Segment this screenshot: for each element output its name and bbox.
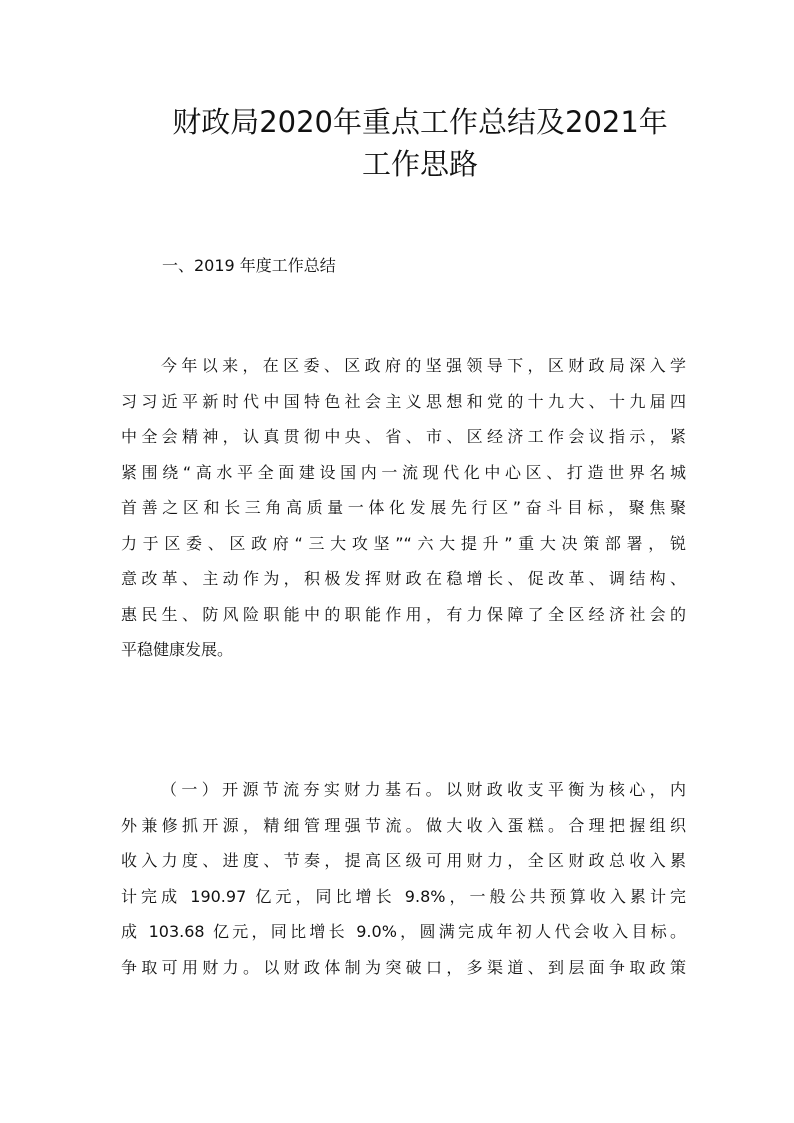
paragraph-revenue (121, 772, 686, 985)
paragraph-line: 惠民生、防风险职能中的职能作用，有力保障了全区经济社会的 (121, 604, 686, 624)
paragraph-line: 今年以来，在区委、区政府的坚强领导下，区财政局深入学 (161, 356, 686, 375)
paragraph-summary (121, 348, 686, 668)
paragraph-line: 力于区委、区政府“三大攻坚”“六大提升”重大决策部署，锐 (121, 533, 686, 553)
paragraph-line: 收入力度、进度、节奏，提高区级可用财力，全区财政总收入累 (121, 851, 686, 870)
paragraph-line: （一）开源节流夯实财力基石。以财政收支平衡为核心，内 (161, 780, 686, 799)
paragraph-line: 平稳健康发展。 (121, 640, 234, 659)
document-title (150, 101, 690, 185)
paragraph-line: 意改革、主动作为，积极发挥财政在稳增长、促改革、调结构、 (121, 569, 686, 588)
title-line-1: 财政局2020年重点工作总结及2021年 (172, 105, 668, 139)
title-line-2: 工作思路 (361, 147, 478, 181)
paragraph-line: 外兼修抓开源，精细管理强节流。做大收入蛋糕。合理把握组织 (121, 815, 686, 835)
paragraph-line: 计完成 190.97 亿元，同比增长 9.8%，一般公共预算收入累计完 (121, 886, 686, 906)
paragraph-line: 中全会精神，认真贯彻中央、省、市、区经济工作会议指示，紧 (121, 427, 686, 446)
paragraph-line: 争取可用财力。以财政体制为突破口，多渠道、到层面争取政策 (121, 957, 686, 977)
paragraph-line: 首善之区和长三角高质量一体化发展先行区”奋斗目标，聚焦聚 (121, 498, 686, 517)
section-heading: 一、2019 年度工作总结 (162, 256, 336, 275)
paragraph-line: 成 103.68 亿元，同比增长 9.0%，圆满完成年初人代会收入目标。 (121, 922, 686, 941)
paragraph-line: 紧围绕“高水平全面建设国内一流现代化中心区、打造世界名城 (121, 462, 686, 482)
paragraph-line: 习习近平新时代中国特色社会主义思想和党的十九大、十九届四 (121, 391, 686, 411)
